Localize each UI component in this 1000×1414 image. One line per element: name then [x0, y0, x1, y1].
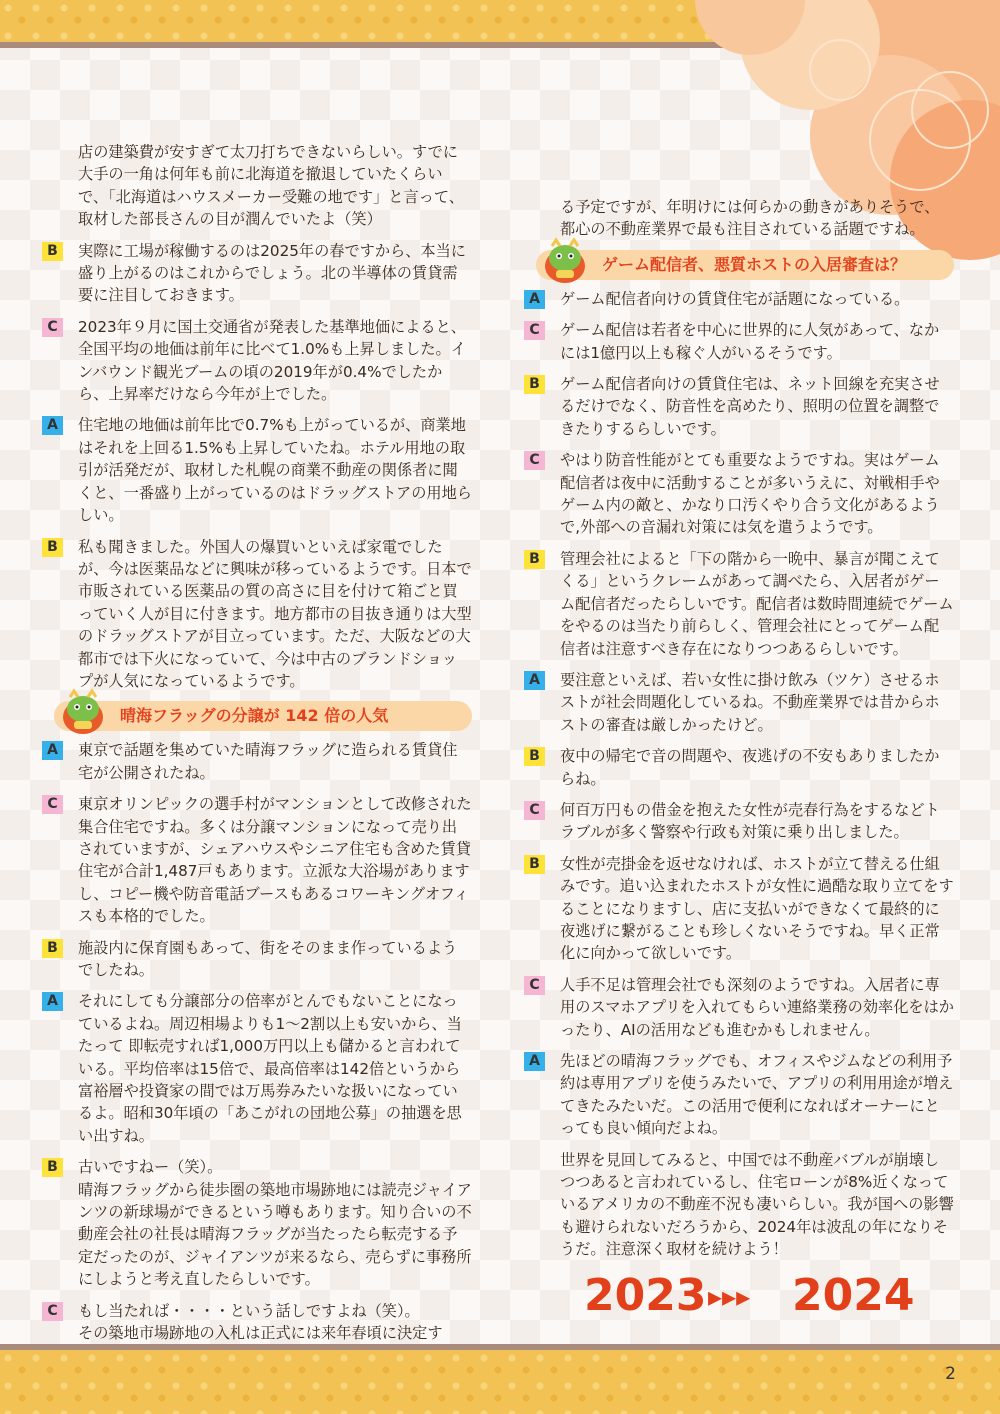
dialogue-entry: [524, 669, 954, 736]
speaker-tag: A: [42, 416, 63, 435]
dialogue-text: もし当たれば・・・・という話しですよね（笑）。 その築地市場跡地の入札は正式には来年春頃に決定す: [78, 1301, 443, 1343]
speaker-tag: C: [42, 318, 63, 337]
dialogue-text: やはり防音性能がとても重要なようですね。実はゲーム配信者は夜中に活動することが多いうえに、対戦相手やゲーム内の敵と、かなり口汚くやり合う文化があるようで,外部への音漏れ対策には気を遣うようです。: [560, 451, 940, 537]
dialogue-entry: [42, 316, 472, 406]
year-banner: [582, 1270, 932, 1318]
speaker-tag: B: [42, 242, 63, 261]
speaker-tag: A: [524, 290, 545, 309]
dialogue-text: 東京オリンピックの選手村がマンションとして改修された集合住宅ですね。多くは分譲マンションになって売り出されていますが、シェアハウスやシニア住宅も含めた賃貸住宅が合計1,487戸もあります。立派な大浴場がありますし、コピー機や防音電話ブースもあるコワーキングオフィスも本格的でした。: [78, 795, 472, 926]
dialogue-text: 女性が売掛金を返せなければ、ホストが立て替える仕組みです。追い込まれたホストが女性に過酷な取り立てをすることになりますし、店に支払いができなくて最終的に夜逃げに繋がることも珍しくないそうですね。早く正常化に向かって欲しいです。: [560, 854, 954, 963]
dialogue-entry: [524, 373, 954, 440]
dragon-daruma-icon: [58, 687, 108, 735]
section-heading-text: 晴海フラッグの分譲が 142 倍の人気: [120, 706, 389, 726]
dialogue-text: 古いですねー（笑）。 晴海フラッグから徒歩圏の築地市場跡地には読売ジャイアンツの新球場ができるという噂もあります。知り合いの不動産会社の社長は晴海フラッグが当たったら転売する予定だったのが、ジャイアンツが来るなら、売らずに事務所にしようと考え直したらしいです。: [78, 1158, 472, 1289]
speaker-tag: C: [42, 1302, 63, 1321]
dialogue-text: それにしても分譲部分の倍率がとんでもないことになっているよね。周辺相場よりも1～2割以上も安いから、当たって 即転売すれば1,000万円以上も儲かると言われている。平均倍率は15倍で、最高倍率は142倍というから富裕層や投資家の間では万馬券みたいな扱いになっているよ。昭和30年頃の「あこがれの団地公募」の抽選を思い出すね。: [78, 992, 462, 1145]
speaker-tag: A: [524, 1052, 545, 1071]
speaker-tag: C: [524, 976, 545, 995]
dialogue-entry: [42, 1156, 472, 1290]
speaker-tag: A: [524, 671, 545, 690]
dialogue-text: 人手不足は管理会社でも深刻のようですね。入居者に専用のスマホアプリを入れてもらい連絡業務の効率化をはかったり、AIの活用なども進むかもしれません。: [560, 975, 954, 1039]
dialogue-text: 実際に工場が稼働するのは2025年の春ですから、本当に盛り上がるのはこれからでしょう。北の半導体の賃貸需要に注目しておきます。: [78, 241, 466, 305]
dialogue-text: 夜中の帰宅で音の問題や、夜逃げの不安もありましたからね。: [560, 747, 940, 788]
speaker-tag: B: [42, 1158, 63, 1177]
speaker-tag: B: [524, 747, 545, 766]
left-column: [42, 141, 472, 1354]
dialogue-entry: [524, 799, 954, 844]
dialogue-entry: [42, 990, 472, 1147]
dialogue-text: 住宅地の地価は前年比で0.7%も上がっているが、商業地はそれを上回る1.5%も上昇していたね。ホテル用地の取引が活発だが、取材した札幌の商業不動産の関係者に聞くと、一番盛り上がっているのはドラッグストアの用地らしい。: [78, 416, 472, 525]
speaker-tag: B: [42, 939, 63, 958]
speaker-tag: C: [524, 801, 545, 820]
dialogue-text: ゲーム配信者向けの賃貸住宅が話題になっている。: [560, 289, 910, 308]
dialogue-text: 東京で話題を集めていた晴海フラッグに造られる賃貸住宅が公開されたね。: [78, 741, 458, 782]
dialogue-text: 2023年９月に国土交通省が発表した基準地価によると、全国平均の地価は前年に比べて1.0%も上昇しました。インバウンド観光ブームの頃の2019年が0.4%でしたから、上昇率だけなら今年が上でした。: [78, 317, 466, 404]
dialogue-text: ゲーム配信者向けの賃貸住宅は、ネット回線を充実させるだけでなく、防音性を高めたり、照明の位置を調整できたりするらしいです。: [560, 375, 940, 438]
dialogue-text: 施設内に保育園もあって、街をそのまま作っているようでしたね。: [78, 938, 458, 979]
dialogue-entry: [524, 288, 954, 310]
dialogue-text: 管理会社によると「下の階から一晩中、暴言が聞こえてくる」というクレームがあって調べたら、入居者がゲーム配信者だったらしいです。配信者は数時間連続でゲームをやるのは当たり前らしく、管理会社にとってゲーム配信者は注意すべき存在になりつつあるらしいです。: [560, 549, 954, 658]
closing-paragraph: 世界を見回してみると、中国では不動産バブルが崩壊しつつあると言われているし、住宅ローンが8%近くなっているアメリカの不動産不況も凄いらしい。我が国への影響も避けられないだろうから、2024年は波乱の年になりそうだ。注意深く取材を続けよう！: [560, 1150, 954, 1259]
speaker-tag: A: [42, 741, 63, 760]
speaker-tag: B: [524, 550, 545, 569]
speaker-tag: B: [524, 855, 545, 874]
dialogue-entry: [42, 414, 472, 526]
continuation-paragraph: る予定ですが、年明けには何らかの動きがありそうで、都心の不動産業界で最も注目されている話題ですね。: [560, 198, 940, 239]
speaker-tag: B: [42, 538, 63, 557]
dialogue-text: 要注意といえば、若い女性に掛け飲み（ツケ）させるホストが社会問題化しているね。不動産業界では昔からホストの審査は厳しかったけど。: [560, 670, 940, 734]
dialogue-entry: [42, 1300, 472, 1345]
arrows-icon: ▸▸▸: [708, 1280, 751, 1313]
dialogue-entry: [42, 536, 472, 693]
dialogue-entry: [524, 548, 954, 660]
dialogue-text: 私も聞きました。外国人の爆買いといえば家電でしたが、今は医薬品などに興味が移っているようです。日本で市販されている医薬品の質の高さに目を付けて箱ごと買っていく人が目に付きます。地方都市の目抜き通りは大型のドラッグストアが目立っています。ただ、大阪などの大都市では下火になっていて、今は中古のブランドショップが人気になっているようです。: [78, 537, 472, 690]
speaker-tag: C: [524, 321, 545, 340]
bottom-gold-band: [0, 1350, 1000, 1414]
section-heading-harumi: [54, 701, 472, 731]
dialogue-entry: [42, 793, 472, 927]
dialogue-entry: [42, 937, 472, 982]
page-number: 2: [945, 1364, 956, 1384]
intro-paragraph: 店の建築費が安すぎて太刀打ちできないらしい。すでに大手の一角は何年も前に北海道を撤退していたくらいで、「北海道はハウスメーカー受難の地です」と言って、取材した部長さんの目が潤んでいたよ（笑）: [78, 143, 464, 229]
dialogue-entry: [524, 974, 954, 1041]
dialogue-entry: [524, 1050, 954, 1140]
dialogue-entry: [524, 449, 954, 539]
speaker-tag: A: [42, 992, 63, 1011]
right-column: [524, 196, 954, 1270]
section-heading-text: ゲーム配信者、悪質ホストの入居審査は？: [602, 254, 907, 274]
year-to: 2024: [792, 1270, 915, 1318]
speaker-tag: C: [524, 451, 545, 470]
dialogue-text: 先ほどの晴海フラッグでも、オフィスやジムなどの利用予約は専用アプリを使うみたいで、アプリの利用用途が増えてきたみたいだ。この活用で便利になればオーナーにとっても良い傾向だよね。: [560, 1052, 954, 1138]
speaker-tag: C: [42, 795, 63, 814]
year-from: 2023: [584, 1270, 707, 1318]
dialogue-text: ゲーム配信は若者を中心に世界的に人気があって、なかには1億円以上も稼ぐ人がいるそうです。: [560, 321, 940, 362]
dragon-daruma-icon: [540, 236, 590, 284]
dialogue-entry: [524, 853, 954, 965]
dialogue-entry: [42, 739, 472, 784]
dialogue-entry: [524, 319, 954, 364]
dialogue-entry: [42, 240, 472, 307]
dialogue-entry: [524, 745, 954, 790]
speaker-tag: B: [524, 375, 545, 394]
dialogue-text: 何百万円もの借金を抱えた女性が売春行為をするなどトラブルが多く警察や行政も対策に乗り出しました。: [560, 800, 940, 842]
section-heading-game: [536, 250, 954, 280]
